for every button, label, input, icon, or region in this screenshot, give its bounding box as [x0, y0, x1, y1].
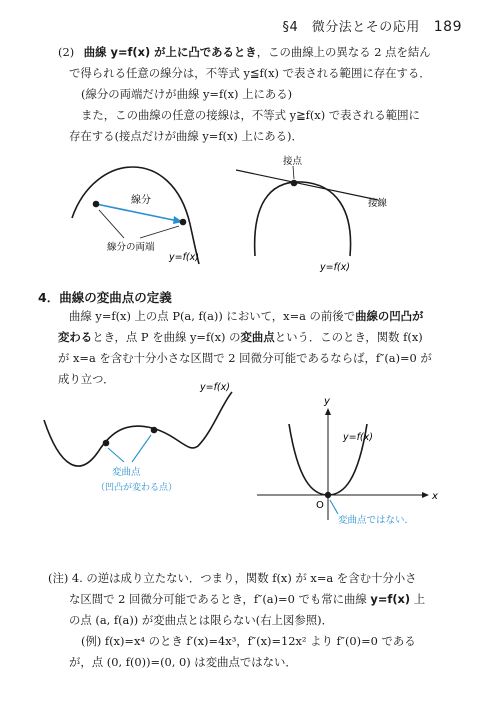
- curve-label-quartic: y=f(x): [343, 432, 373, 443]
- intro-number: (2): [58, 45, 75, 59]
- inflection-sub-label: （凹凸が変わる点）: [96, 483, 178, 493]
- tangent-curve: [255, 182, 351, 256]
- s4-l2-b: とき，点 P を曲線 y=f(x) の: [92, 330, 241, 344]
- tangent-line: [236, 170, 378, 200]
- s4-l2-c: 変曲点: [240, 330, 275, 344]
- y-axis-label: y: [324, 396, 330, 407]
- intro-line-3: (線分の両端だけが曲線 y=f(x) 上にある): [81, 87, 293, 101]
- section-4-line-3: が x=a を含む十分小さな区間で 2 回微分可能であるならば，f″(a)=0 が: [58, 351, 432, 365]
- origin-label: O: [316, 500, 324, 511]
- section-4-line-4: 成り立つ．: [58, 372, 115, 386]
- inflection-point-2: [151, 427, 158, 434]
- curve-label-inflection: y=f(x): [200, 382, 230, 393]
- intro-line-4: また，この曲線の任意の接線は，不等式 y≧f(x) で表される範囲に: [81, 108, 420, 122]
- note-line-2: [69, 589, 425, 610]
- inflection-curve: [44, 392, 232, 466]
- tangent-point-label: 接点: [283, 156, 303, 167]
- not-inflection-label: 変曲点ではない．: [338, 515, 415, 526]
- pointer-right: [140, 226, 179, 238]
- running-header: [282, 16, 462, 35]
- note-line-5: が，点 (0, f(0))=(0, 0) は変曲点ではない．: [69, 655, 297, 669]
- intro-head: 曲線 y=f(x) が上に凸であるとき: [83, 45, 257, 59]
- pointer-inflection-2: [132, 435, 151, 462]
- s4-l2-d: という．このとき，関数 f(x): [274, 330, 423, 344]
- section-4-title: 4．曲線の変曲点の定義: [38, 290, 172, 305]
- tangent-point-pointer: [293, 166, 294, 179]
- x-axis-arrow: [422, 492, 429, 498]
- s4-l2-a: 変わる: [58, 330, 93, 344]
- origin-point: [325, 492, 331, 498]
- inflection-label: 変曲点: [112, 467, 141, 478]
- intro-line-2: で得られる任意の線分は，不等式 y≦f(x) で表される範囲に存在する．: [69, 66, 431, 80]
- tangent-point: [291, 180, 298, 187]
- pointer-inflection-1: [108, 448, 124, 462]
- note-line-1: (注) 4. の逆は成り立たない．つまり，関数 f(x) が x=a を含む十分小さ: [48, 571, 417, 585]
- note-line-3: の点 (a, f(a)) が変曲点とは限らない(右上図参照)．: [69, 613, 333, 627]
- tangent-line-label: 接線: [368, 198, 388, 209]
- section-title: §4 微分法とその応用: [282, 20, 420, 35]
- note-l2-c: 上: [410, 592, 426, 606]
- section-4-line-1: [69, 306, 423, 327]
- x-axis-label: x: [432, 491, 438, 502]
- figure-inflection: [0, 380, 500, 530]
- intro-line-5: 存在する(接点だけが曲線 y=f(x) 上にある)．: [69, 129, 303, 143]
- curve-label-right: y=f(x): [320, 262, 350, 273]
- s4-l1-b: 曲線の凹凸が: [355, 309, 424, 323]
- s4-l1-a: 曲線 y=f(x) 上の点 P(a, f(a)) において，x=a の前後で: [69, 309, 356, 323]
- section-4-line-2: [58, 327, 423, 348]
- chord-endpoint-right: [180, 219, 187, 226]
- chord-segment: [96, 204, 183, 222]
- segment-label: 線分: [131, 195, 151, 206]
- y-axis-arrow: [325, 408, 331, 415]
- chord-endpoint-left: [93, 201, 100, 208]
- endpoints-label: 線分の両端: [107, 242, 155, 253]
- curve-label-left: y=f(x): [169, 252, 199, 263]
- page-number: 189: [433, 19, 462, 35]
- figure-concavity: [0, 152, 500, 282]
- note-l2-a: な区間で 2 回微分可能であるとき，f″(a)=0 でも常に曲線: [69, 592, 371, 606]
- pointer-not-inflection: [330, 500, 338, 514]
- intro-line-1: [58, 42, 431, 63]
- inflection-point-1: [103, 440, 110, 447]
- pointer-left: [99, 210, 124, 238]
- intro-line-1-rest: ，この曲線上の異なる 2 点を結ん: [256, 45, 431, 59]
- note-line-4: (例) f(x)=x⁴ のとき f′(x)=4x³，f″(x)=12x² より f″(0)=0 である: [81, 634, 416, 648]
- note-l2-b: y=f(x): [370, 592, 411, 606]
